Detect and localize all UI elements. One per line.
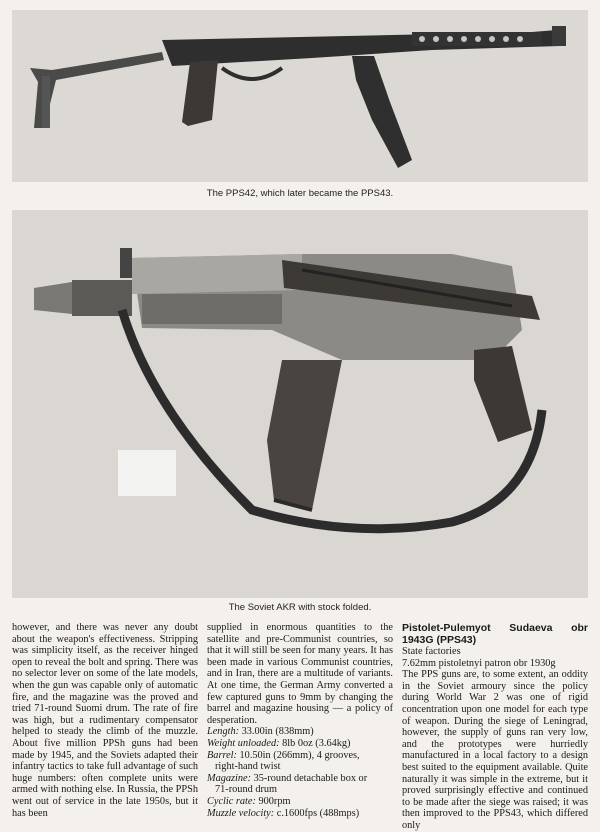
manufacturer-line: State factories — [402, 646, 461, 657]
spec-magazine-cont: 71-round drum — [215, 784, 278, 796]
figure-caption-akr: The Soviet AKR with stock folded. — [228, 602, 372, 613]
pps42-photo — [12, 10, 588, 182]
column1-paragraph: however, and there was never any doubt about the weapon's effectiveness. Stripping was simplicity itself, as the receiver hinged open to reveal the bolt and spring. There was no selector lever on some of the late models, when the gun was capable only of automatic fire, and the magazine was the proved and tried 71-round Suomi drum. The rate of fire was high, but a rudimentary compensator helped to steady the climb of the muzzle. About five million PPSh guns had been made by 1945, and the Soviets adapted their infantry tactics to take full advantage of such huge numbers: often complete units were armed with nothing else. In Russia, the PPSh went out of service in the late 1950s, but it has been — [12, 622, 198, 819]
text-column-2 — [207, 622, 393, 819]
spec-barrel: Barrel: 10.50in (266mm), 4 grooves, — [207, 749, 360, 761]
figure-caption-pps42: The PPS42, which later became the PPS43. — [206, 188, 394, 199]
spec-muzzle-velocity: Muzzle velocity: c.1600fps (488mps) — [207, 807, 360, 819]
akr-illustration — [12, 210, 588, 598]
akr-photo — [12, 210, 588, 598]
section-heading-pps43: Pistolet-Pulemyot Sudaeva obr 1943G (PPS43) — [402, 622, 588, 646]
spec-weight: Weight unloaded: 8lb 0oz (3.64kg) — [207, 737, 351, 749]
cartridge-line: 7.62mm pistoletnyi patron obr 1930g — [402, 657, 556, 669]
text-column-1 — [12, 622, 198, 819]
text-column-3 — [402, 622, 588, 832]
column2-paragraph: supplied in enormous quantities to the satellite and pre-Communist countries, so that it will still be seen for many years. It has been made in various Communist countries, and in Iran, there are a multitude of variants. At one time, the German Army converted a few captured guns to 9mm by changing the barrel and magazine housing — a policy of desperation. — [207, 622, 393, 726]
pps42-illustration — [12, 10, 588, 182]
spec-length: Length: 33.00in (838mm) — [207, 726, 314, 738]
column3-paragraph: The PPS guns are, to some extent, an oddity in the Soviet armoury since the policy during World War 2 was one of rigid concentration upon one model for each type of weapon. During the siege of Leningrad, however, the supply of guns ran very low, and the prototypes were hurriedly manufactured in a local factory to a design best suited to the equipment available. Quite naturally it was simple in the extreme, but it proved surprisingly effective and continued to be made after the siege was raised; it was then improved to the PPS43, which differed only — [402, 669, 588, 831]
spec-cyclic-rate: Cyclic rate: 900rpm — [207, 795, 291, 807]
spec-barrel-cont: right-hand twist — [215, 761, 281, 773]
spec-magazine: Magazine: 35-round detachable box or — [207, 772, 368, 784]
